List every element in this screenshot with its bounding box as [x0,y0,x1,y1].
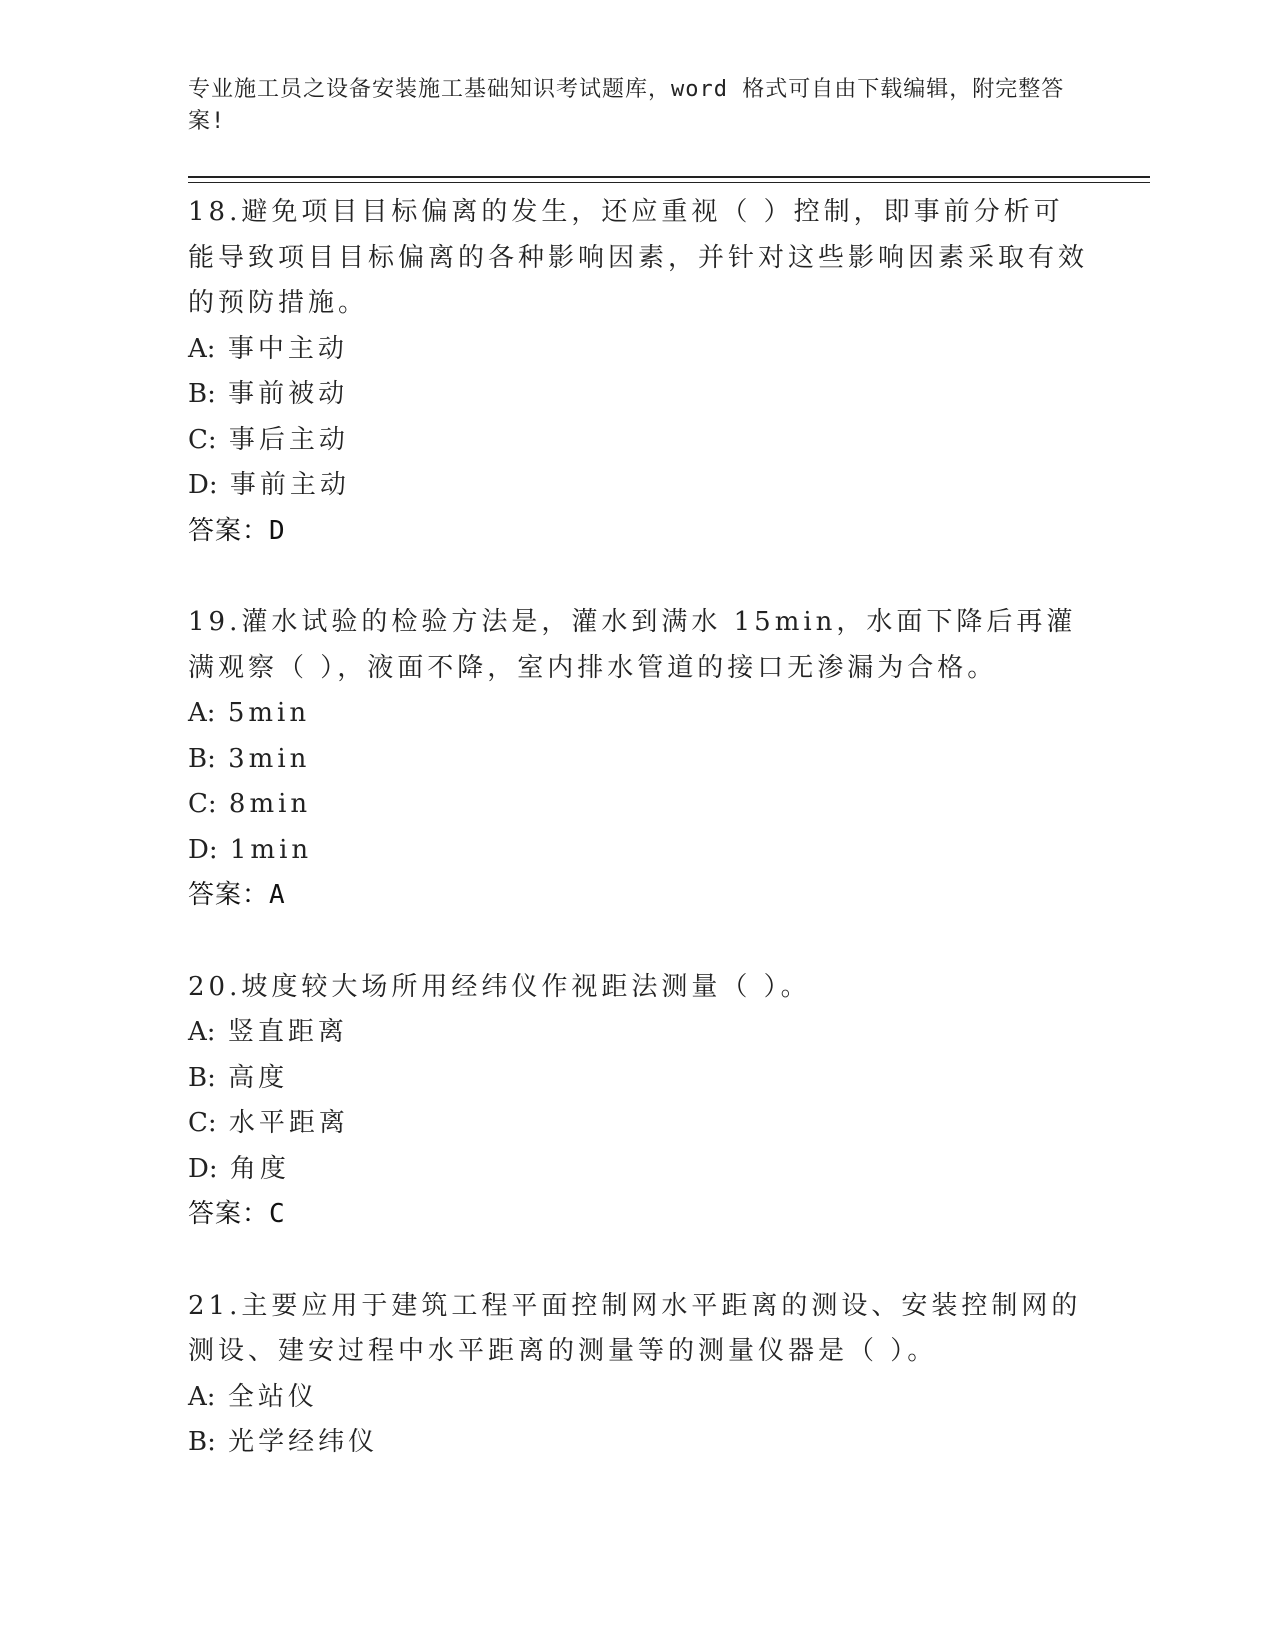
question-body: 灌水试验的检验方法是，灌水到满水 15min，水面下降后再灌满观察（ ），液面不降，室内排水管道的接口无渗漏为合格。 [188,607,1077,683]
document-header: 专业施工员之设备安装施工基础知识考试题库，word 格式可自由下载编辑，附完整答案! [188,77,1065,134]
option-b [188,372,1088,418]
option-text: 1min [229,834,313,865]
question-text [188,1284,1088,1375]
question-text [188,965,1088,1011]
question-list [188,190,1088,1512]
option-letter: C: [188,789,217,819]
option-c [188,782,1088,828]
option-text: 水平距离 [228,1108,349,1138]
option-text: 事后主动 [228,424,349,455]
option-text: 5min [227,698,311,728]
option-letter: D: [188,834,218,865]
option-text: 3min [228,743,311,774]
option-text: 全站仪 [227,1381,318,1412]
option-d [188,828,1088,874]
header-divider-thick [188,176,1150,178]
option-a [188,1010,1088,1056]
question-number: 19. [188,607,242,637]
option-letter: A: [188,1017,216,1047]
option-b [188,1056,1088,1102]
option-letter: C: [188,424,217,455]
question-number: 20. [188,971,242,1002]
option-letter: A: [188,1381,216,1412]
option-text: 光学经纬仪 [228,1427,379,1457]
option-letter: A: [188,333,216,364]
question-body: 避免项目目标偏离的发生，还应重视（ ）控制，即事前分析可能导致项目目标偏离的各种影响因素，并针对这些影响因素采取有效的预防措施。 [188,197,1089,318]
option-text: 事前主动 [229,470,350,500]
option-letter: B: [188,1062,216,1093]
option-text: 角度 [229,1153,290,1184]
question-body: 坡度较大场所用经纬仪作视距法测量（ ）。 [241,971,811,1002]
question-text [188,190,1088,327]
option-letter: A: [188,698,216,728]
answer-line: 答案：D [188,515,286,546]
question-body: 主要应用于建筑工程平面控制网水平距离的测设、安装控制网的测设、建安过程中水平距离的测量等的测量仪器是（ ）。 [188,1290,1082,1366]
question-19 [188,600,1088,919]
option-letter: D: [188,470,218,500]
question-text [188,600,1088,691]
option-a [188,691,1088,737]
option-letter: D: [188,1153,218,1184]
option-c [188,1101,1088,1147]
header-divider-thin [188,182,1150,183]
option-a [188,327,1088,373]
option-d [188,463,1088,509]
option-a [188,1375,1088,1421]
answer-line: 答案：C [188,1199,286,1229]
option-text: 事中主动 [227,333,348,364]
option-letter: B: [188,743,216,774]
question-20 [188,965,1088,1238]
option-c [188,418,1088,464]
option-letter: C: [188,1108,217,1138]
question-21 [188,1284,1088,1466]
question-number: 21. [188,1290,242,1321]
option-text: 事前被动 [228,379,349,409]
option-text: 高度 [228,1062,289,1093]
answer-line: 答案：A [188,880,286,910]
option-b [188,1420,1088,1466]
option-text: 8min [228,789,312,819]
option-d [188,1147,1088,1193]
option-letter: B: [188,1427,216,1457]
option-letter: B: [188,379,216,409]
option-text: 竖直距离 [227,1017,348,1047]
question-18 [188,190,1088,554]
option-b [188,737,1088,783]
question-number: 18. [188,197,242,227]
